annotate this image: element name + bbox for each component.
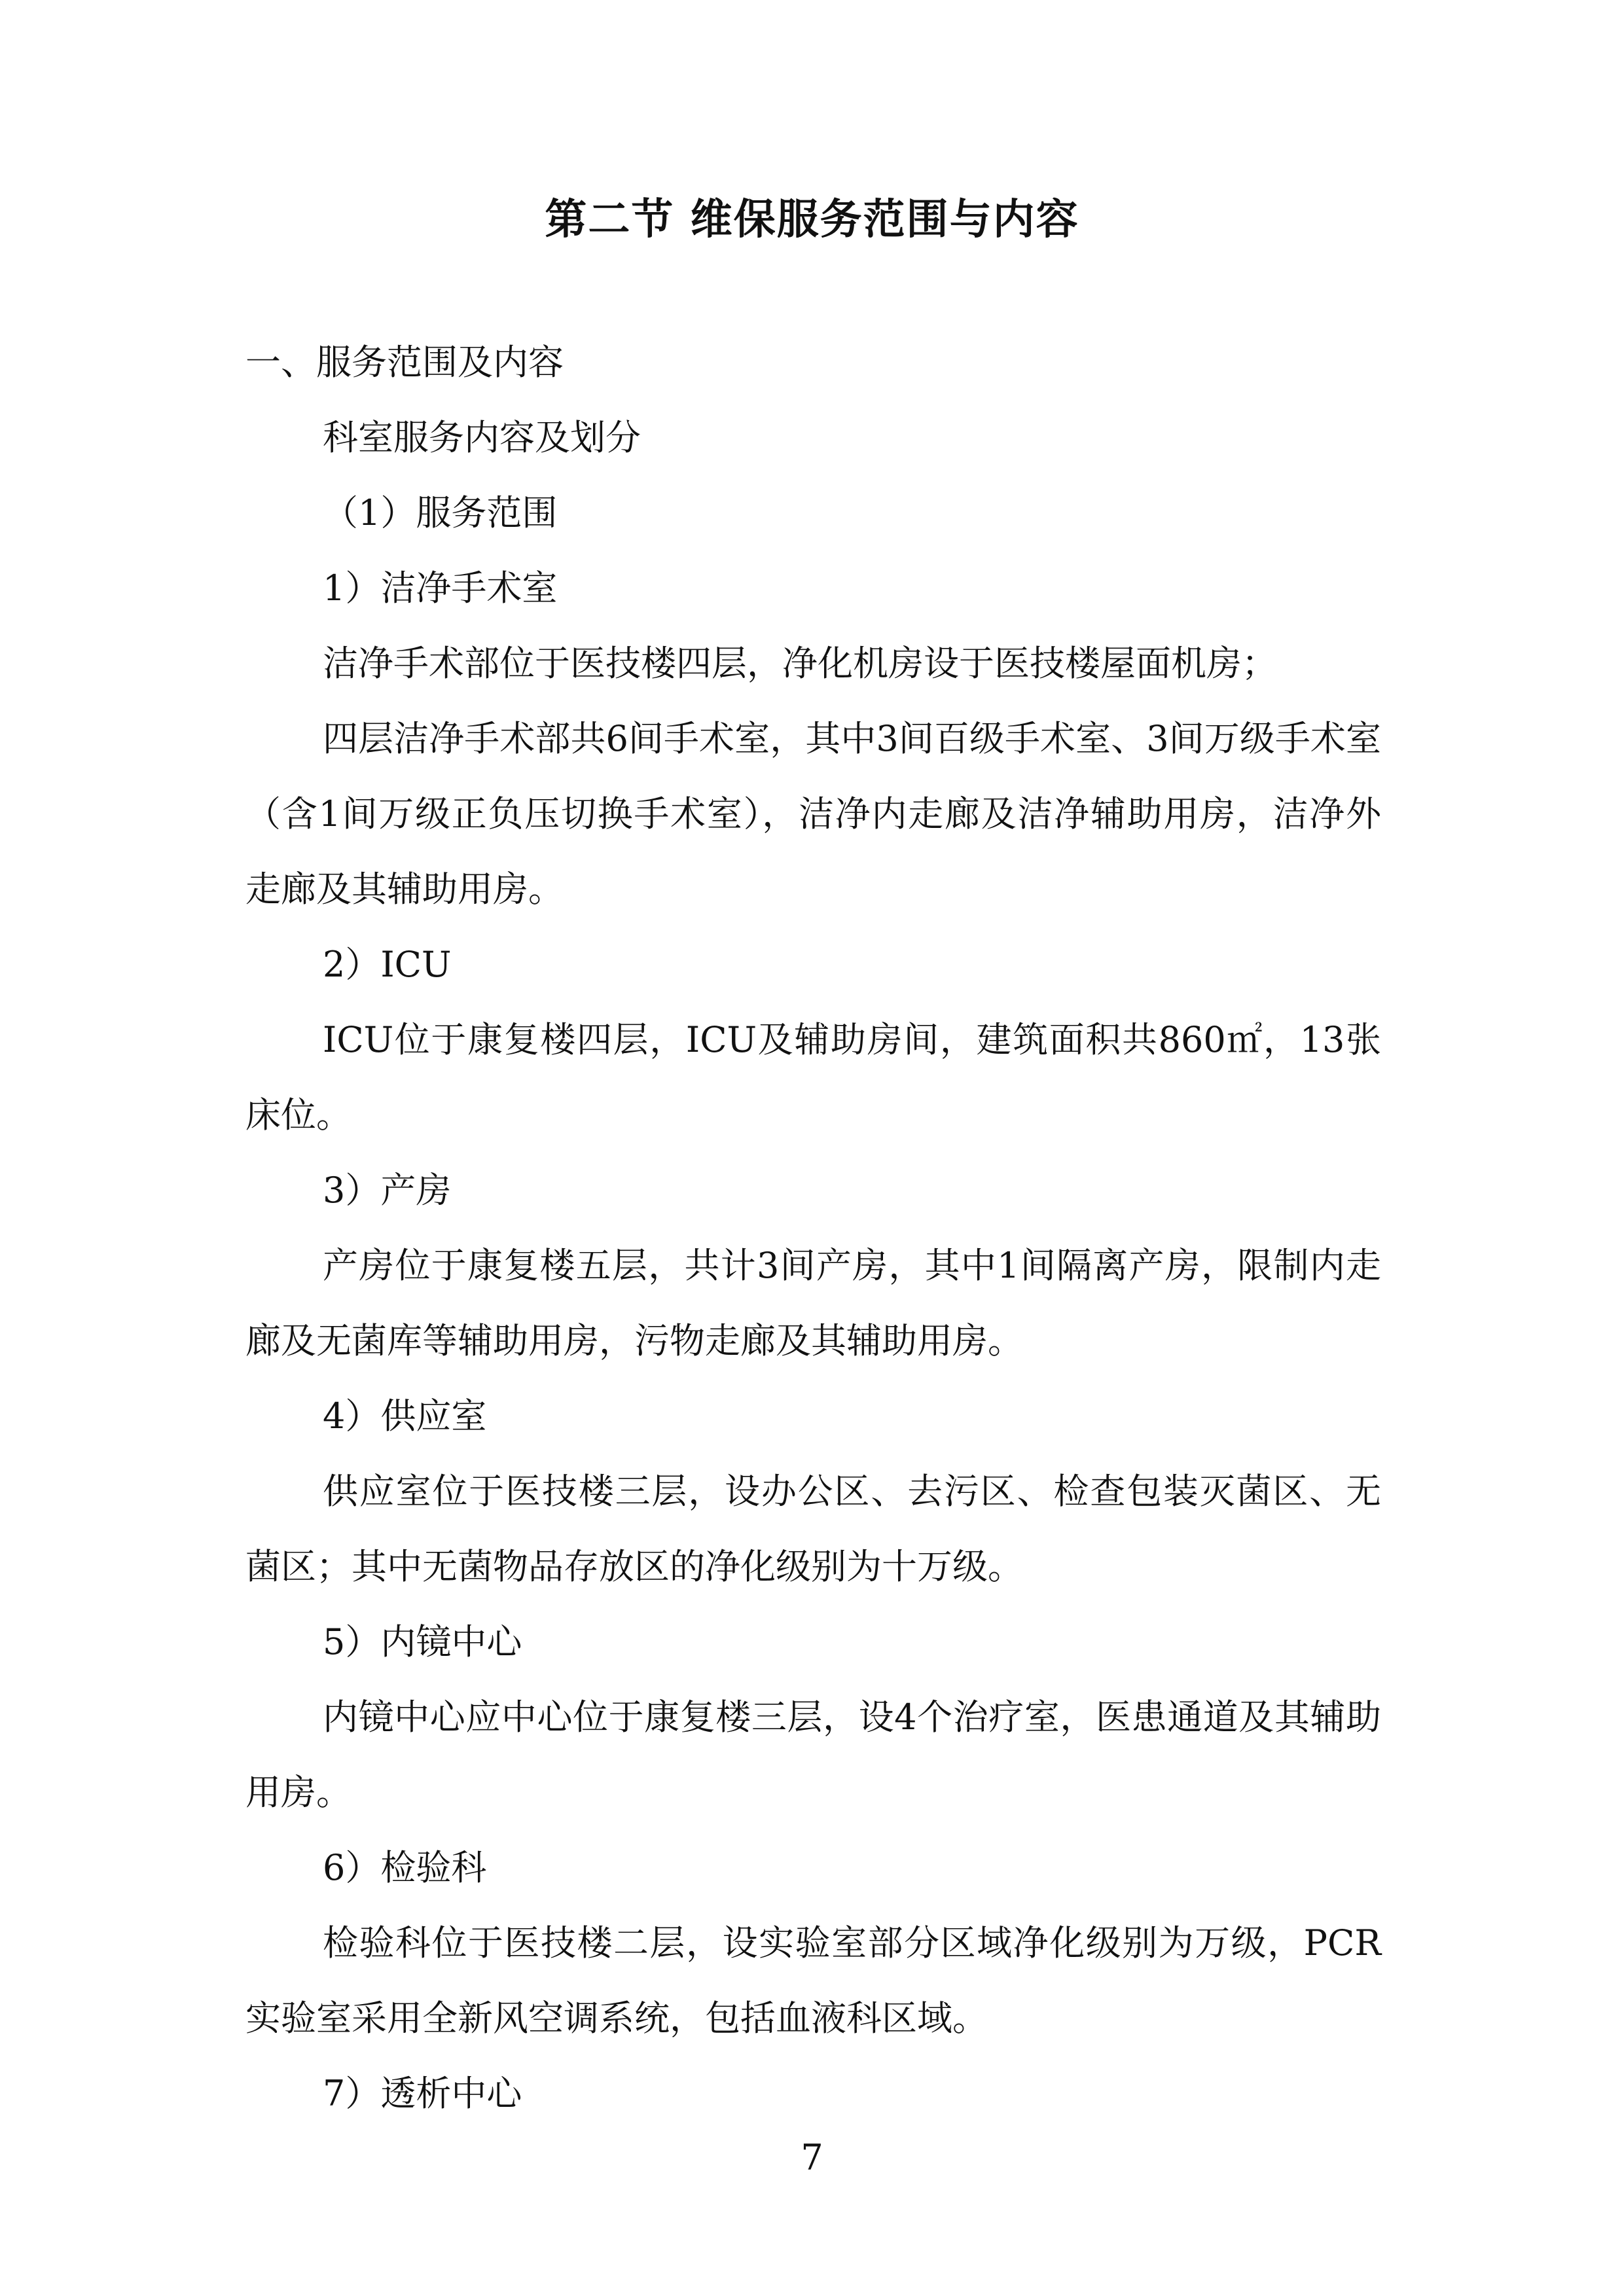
- item-heading-3: 3）产房: [323, 1170, 452, 1211]
- item-paragraph: 内镜中心应中心位于康复楼三层，设4个治疗室，医患通道及其辅助用房。: [245, 1696, 1381, 1813]
- item-paragraph: 洁净手术部位于医技楼四层，净化机房设于医技楼屋面机房；: [323, 643, 1277, 684]
- item-heading-6: 6）检验科: [323, 1847, 487, 1888]
- item-heading-7: 7）透析中心: [323, 2073, 522, 2114]
- subsection-heading: 科室服务内容及划分: [323, 417, 641, 458]
- section-title: 第二节 维保服务范围与内容: [545, 196, 1079, 244]
- item-heading-4: 4）供应室: [323, 1395, 487, 1437]
- item-paragraph: 供应室位于医技楼三层，设办公区、去污区、检查包装灭菌区、无菌区；其中无菌物品存放区的净化级别为十万级。: [245, 1471, 1381, 1587]
- document-body: [245, 325, 1381, 2131]
- item-paragraph: ICU位于康复楼四层，ICU及辅助房间，建筑面积共860㎡，13张床位。: [245, 1019, 1381, 1136]
- item-heading-5: 5）内镜中心: [323, 1621, 522, 1662]
- page-number: 7: [801, 2137, 823, 2178]
- item-heading-2: 2）ICU: [323, 944, 452, 985]
- item-paragraph: 产房位于康复楼五层，共计3间产房，其中1间隔离产房，限制内走廊及无菌库等辅助用房，污物走廊及其辅助用房。: [245, 1245, 1381, 1361]
- item-paragraph: 检验科位于医技楼二层，设实验室部分区域净化级别为万级，PCR实验室采用全新风空调系统，包括血液科区域。: [245, 1922, 1381, 2039]
- item-heading-1: 1）洁净手术室: [323, 567, 558, 609]
- scope-heading: （1）服务范围: [323, 492, 558, 533]
- item-paragraph: 四层洁净手术部共6间手术室，其中3间百级手术室、3间万级手术室（含1间万级正负压切换手术室），洁净内走廊及洁净辅助用房，洁净外走廊及其辅助用房。: [245, 718, 1381, 910]
- section-heading: 一、服务范围及内容: [245, 342, 564, 383]
